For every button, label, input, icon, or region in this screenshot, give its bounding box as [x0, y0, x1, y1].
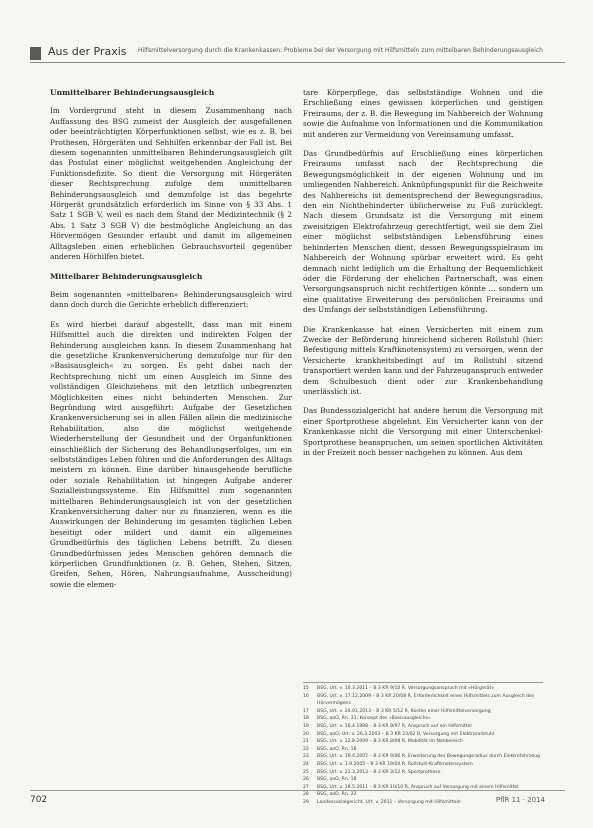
footnote: 17 BSG, Urt. v. 24.01.2013 – B 3 KR 5/12 R, Kosten einer Hilfsmittelversorgung [303, 708, 491, 714]
paragraph: Beim sogenannten »mittelbaren« Behinderungsausgleich wird dann doch durch die Gerichte erheblich differenziert: [50, 289, 292, 310]
footnote: 22 BSG, aaO, Rn. 16 [303, 746, 357, 752]
paragraph: Es wird hierbei darauf abgestellt, dass man mit einem Hilfsmittel auch die direkten und indirekten Folgen der Behinderung ausgleichen kann. In diesem Zusammenhang hat die gesetzliche Krankenversicherung demzufolge nur für den »Basisausgleich« zu sorgen. Es geht dabei nach der Rechtsprechung nicht um einen Ausgleich im Sinne des vollständigen Gleichziehens mit den letztlich unbegrenzten Möglichkeiten eines nicht behinderten Menschen. Zur Begründung wird ausgeführt: Aufgabe der Gesetzlichen Krankenversicherung sei in allen Fällen allein die medizinische Rehabilitation, also die möglichst weitgehende Wiederherstellung der Gesundheit und der Organfunktionen einschließlich der Sicherung des Behandlungserfolges, um ein selbstständiges Leben führen und die Anforderungen des Alltags meistern zu können. Eine darüber hinausgehende berufliche oder soziale Rehabilitation ist hingegen Aufgabe anderer Sozialleistungssysteme. Ein Hilfsmittel zum sogenannten mittelbaren Behinderungsausgleich ist von der gesetzlichen Krankenversicherung daher nur zu finanzieren, wenn es die Auswirkungen der Behinderung im gesamten täglichen Leben beseitigt oder mildert und damit ein allgemeines Grundbedürfnis des täglichen Lebens betrifft. Zu diesen Grundbedürfnissen jedes Menschen gehören demnach die körperlichen Grundfunktionen (z. B. Gehen, Stehen, Sitzen, Greifen, Sehen, Hören, Nahrungsaufnahme, Ausscheidung) sowie die elemen- [50, 319, 292, 589]
running-title: Hilfsmittelversorgung durch die Krankenkassen: Probleme bei der Versorgung mit Hilfsmitteln zum mittelbaren Behinderungsausgleich [138, 47, 543, 54]
footer-rule [30, 790, 565, 791]
section-title: Aus der Praxis [48, 45, 127, 58]
footnote: 28 BSG, aaO, Rn. 22 [303, 792, 357, 798]
right-column [303, 88, 543, 467]
paragraph: Das Bundessozialgericht hat andere herum die Versorgung mit einer Sportprothese abgelehnt. Ein Versicherter kann von der Krankenkasse nicht die Versorgung mit einer Unterschenkel-Sportprothese beanspruchen, um seinen sportlichen Aktivitäten in der Freizeit noch besser nachgehen zu können. Aus dem [303, 406, 543, 457]
footnote: 18 BSG, aaO, Rn. 31; Konzept des »Basisausgleichs« [303, 716, 431, 722]
footnote: 21 BSG, Urt. v. 12.8.2009 – B 3 KR 8/08 R, Mobilität im Nahbereich [303, 739, 463, 745]
paragraph: Im Vordergrund steht in diesem Zusammenhang nach Auffassung des BSG zumeist der Ausgleich der ausgefallenen oder beeinträchtigten Körperfunktionen selbst, wie es z. B. bei Prothesen, Hörgeräten und Sehhilfen erkennbar der Fall ist. Bei diesem sogenannten unmittelbaren Behinderungsausgleich gilt das Postulat einer möglichst weitgehenden Angleichung der Funktionsdefizite. So dient die Versorgung mit Hörgeräten dieser Rechtsprechung zufolge dem unmittelbaren Behinderungsausgleich und demzufolge ist das begehrte Hörgerät grundsätzlich erforderlich im Sinne von § 33 Abs. 1 Satz 1 SGB V, weil es nach dem Stand der Medizintechnik (§ 2 Abs. 1 Satz 3 SGB V) die bestmögliche Angleichung an das Hörvermögen Gesunder erlaubt und damit im allgemeinen Alltagsleben einen erheblichen Gebrauchsvorteil gegenüber anderen Hörhilfen bietet. [50, 106, 292, 262]
page-header [30, 44, 565, 63]
footnote: 27 BSG, Urt. v. 18.5.2011 – B 3 KR 10/10 R, Anspruch auf Versorgung mit einem Hilfsmittel [303, 784, 519, 790]
page-number: 702 [30, 795, 48, 805]
paragraph: Das Grundbedürfnis auf Erschließung eines körperlichen Freiraums umfasst nach der Rechtsprechung die Bewegungsmöglichkeit in der eigenen Wohnung und im umliegenden Nahbereich. Anknüpfungspunkt für die Reichweite des Nahbereichs ist dementsprechend der Bewegungsradius, den ein Nichtbehinderter üblicherweise zu Fuß zurücklegt. Nach diesem Grundsatz ist die Versorgung mit einem zweisitzigen Elektrofahrzeug gerechtfertigt, weil sie dem Ziel einer möglichst selbstständigen Lebensführung eines behinderten Menschen dient, dessen Bewegungsspielraum im Nahbereich der Wohnung spürbar erweitert wird. Es geht demnach nicht lediglich um die Erhaltung der Bequemlichkeit oder die Förderung der ehelichen Partnerschaft, was einen Versorgungsanspruch nicht rechtfertigen könnte ... sondern um eine qualitative Erweiterung des persönlichen Freiraums und des Umfangs der selbstständigen Lebensführung. [303, 149, 543, 315]
footnote: 16 BSG, Urt. v. 17.12.2009 – B 3 KR 20/08 R, Erforderlichkeit eines Hilfsmittels zum Ausgleich des Hörvermögens [303, 693, 535, 707]
paragraph: tare Körperpflege, das selbstständige Wohnen und die Erschließung eines gewissen körperlichen und geistigen Freiraums, der z. B. die Bewegung im Nahbereich der Wohnung sowie die Aufnahme von Informationen und die Kommunikation mit anderen zur Vermeidung von Vereinsamung umfasst. [303, 88, 543, 139]
footnotes [303, 682, 543, 807]
footnote: 19 BSG, Urt. v. 16.4.1998 – B 3 KR 9/97 R, Anspruch auf ein Hilfsmittel [303, 723, 472, 729]
heading-mittelbar: Mittelbarer Behinderungsausgleich [50, 271, 203, 281]
heading-unmittelbar: Unmittelbarer Behinderungsausgleich [50, 88, 215, 97]
footnote: 29 Landessozialgericht, Urt. v. 2011 – Versorgung mit Hilfsmitteln [303, 799, 461, 805]
footnote: 23 BSG, Urt. v. 19.4.2007 – B 3 KR 9/06 R, Erweiterung des Bewegungsradius durch Elektrofahrzeug [303, 754, 540, 760]
header-marker [30, 47, 41, 60]
footnote: 15 BSG, Urt. v. 10.3.2011 – B 3 KR 9/10 R, Versorgungsanspruch mit »Hörgerät« [303, 686, 495, 691]
footnote: 20 BSG, aaO; Urt. v. 26.3.2003 – B 3 KR 23/02 R, Versorgung mit Elektrorollstuhl [303, 731, 495, 737]
footnote: 26 BSG, aaO, Rn. 18 [303, 777, 357, 783]
footnote: 25 BSG, Urt. v. 21.3.2013 – B 3 KR 3/12 R, Sportprothese [303, 769, 441, 775]
issue-label: PflR 11 · 2014 [495, 796, 545, 804]
paragraph: Die Krankenkasse hat einen Versicherten mit einem zum Zwecke der Beförderung hinreichend sicheren Rollstuhl (hier: Befestigung mittels Kraftknotensystem) zu versorgen, wenn der Versicherte krankheitsbedingt auf im Rollstuhl sitzend transportiert werden kann und der Fahrzeuganspruch entweder dem Schulbesuch dient oder zur Krankenbehandlung unerlässlich ist. [303, 324, 543, 396]
left-column [50, 88, 292, 599]
footnote: 24 BSG, Urt. v. 1.9.2005 – B 3 KR 19/04 R, Rollstuhl-Kraftknotensystem [303, 761, 473, 767]
